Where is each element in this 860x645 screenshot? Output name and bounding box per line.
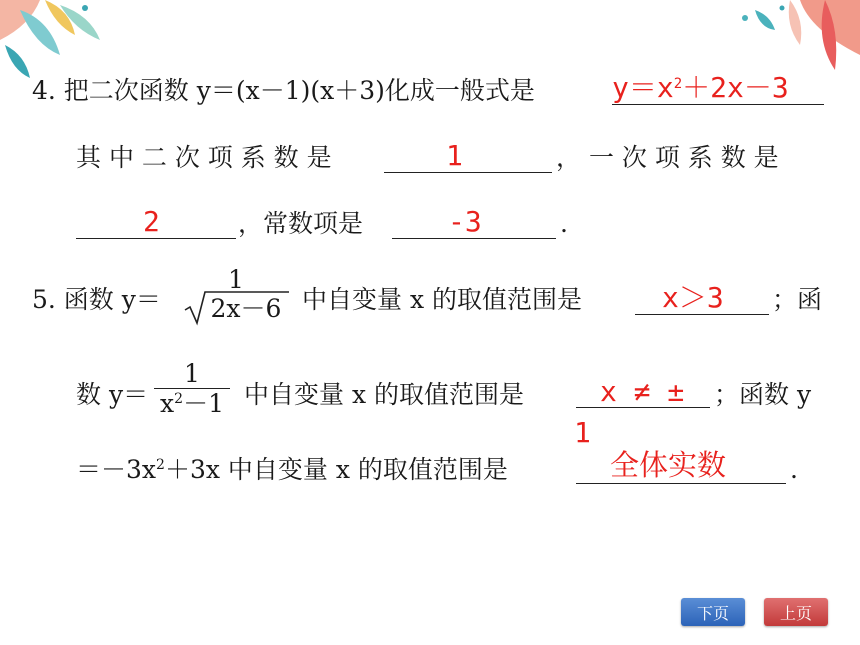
- q5-line1-suffix: ；函: [772, 285, 823, 314]
- q5-answer-range-3: 全体实数: [610, 448, 727, 482]
- q5-fraction-1-radicand: 2x－6: [210, 294, 282, 323]
- q4-period: .: [560, 209, 568, 238]
- q5-fraction-1: [183, 266, 289, 324]
- q5-line-3: $=-3x^2+3x$ 中自变量 x 的取值范围是: [76, 455, 508, 484]
- q5-line-2-prefix: [76, 380, 148, 410]
- q5-label: 5. 函数 y＝: [32, 285, 161, 314]
- q4-constant-label: ，常数项是: [238, 209, 364, 238]
- q4-line-3-end: [560, 209, 568, 239]
- q4-answer-constant: -3: [448, 205, 482, 238]
- q4-quadratic-coef-label: 其 中 二 次 项 系 数 是: [76, 143, 332, 172]
- q4-answer-general-form: $y=x^2+2x-3$: [612, 71, 789, 104]
- q4-linear-coef-label: ， 一 次 项 系 数 是: [556, 143, 779, 172]
- q5-range1-label: 中自变量 x 的取值范围是: [302, 285, 582, 314]
- q4-blank-linear-coef: [76, 238, 236, 239]
- q4-answer-linear-coef: 2: [143, 205, 160, 238]
- q5-line-1-end: [772, 285, 822, 315]
- q4-blank-constant: [392, 238, 556, 239]
- q5-answer-range-2-a: x ≠ ±: [600, 375, 685, 408]
- q4-line-2: [76, 143, 332, 173]
- q5-fraction-2-denominator: $x^2-1$: [160, 389, 224, 418]
- q5-fraction-2-numerator: 1: [184, 359, 200, 388]
- q4-answer-quadratic-coef: 1: [446, 139, 463, 172]
- q5-line-2-end: [714, 380, 811, 410]
- q4-blank-general-form: [612, 104, 824, 105]
- leaf-decoration-top-right: [730, 0, 860, 80]
- q5-fraction-2: [154, 360, 230, 419]
- q5-line-3-end: [790, 455, 798, 485]
- q5-line-2-mid: [244, 380, 524, 410]
- q5-answer-range-1: x＞3: [662, 281, 724, 314]
- q5-fraction-1-denominator: [183, 294, 289, 324]
- q5-blank-range-3: [576, 483, 786, 484]
- q5-range2-label: 中自变量 x 的取值范围是: [244, 380, 524, 409]
- q5-fraction-1-numerator: 1: [228, 265, 244, 294]
- q5-line-1-mid: [302, 285, 582, 315]
- q4-line-3: [238, 209, 363, 239]
- q4-linear-coef-label-wrap: [556, 143, 779, 173]
- q5-line-1-prefix: [32, 285, 161, 315]
- q5-line2-label: 数 y＝: [76, 380, 149, 409]
- q5-blank-range-1: [635, 314, 769, 315]
- q5-period: .: [790, 455, 798, 484]
- previous-page-button[interactable]: 上页: [764, 598, 828, 626]
- q5-answer-range-2-b: 1: [574, 416, 591, 449]
- q4-question-text: 4. 把二次函数 y＝(x－1)(x＋3)化成一般式是: [32, 76, 535, 105]
- leaf-decoration-top-left: [0, 0, 110, 80]
- q5-line2-suffix: ；函数 y: [714, 380, 812, 409]
- q4-line-1: [32, 76, 535, 106]
- next-page-button[interactable]: 下页: [681, 598, 745, 626]
- q4-blank-quadratic-coef: [384, 172, 552, 173]
